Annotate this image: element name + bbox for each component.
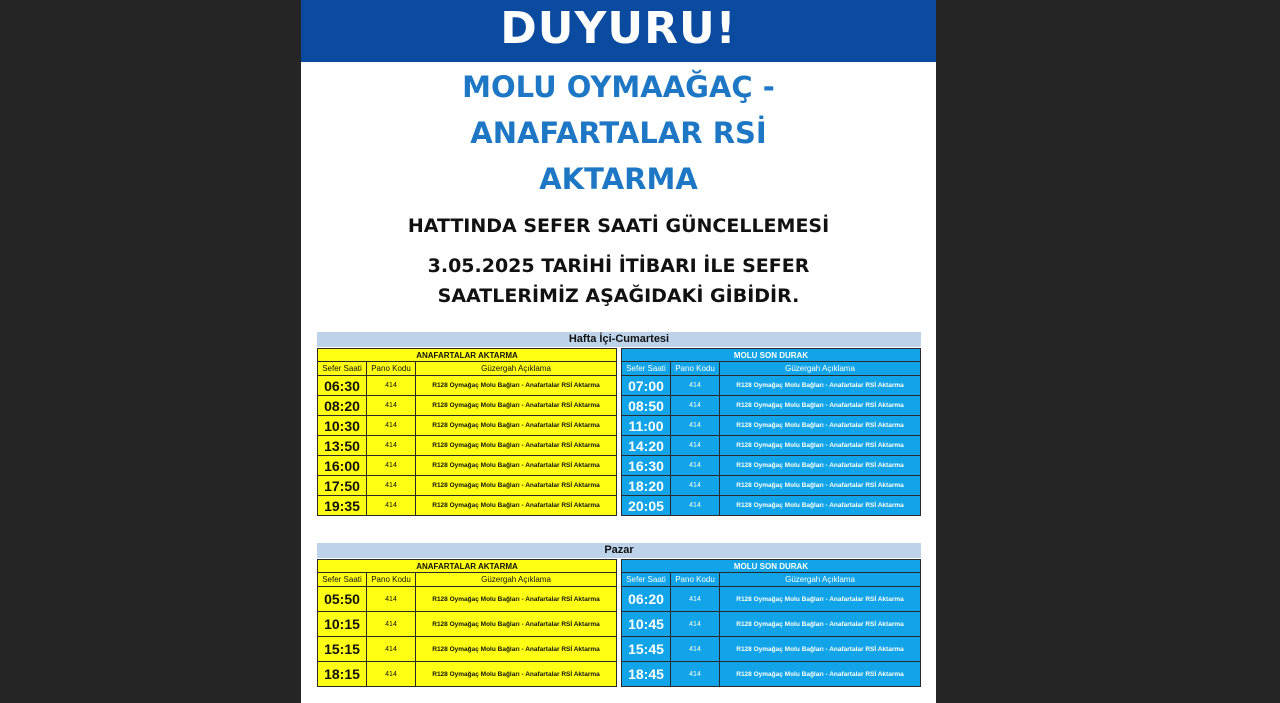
route-title-line-1: MOLU OYMAAĞAÇ - bbox=[462, 70, 775, 104]
route-description: R128 Oymağaç Molu Bağları - Anafartalar RSİ Aktarma bbox=[720, 637, 921, 662]
board-code: 414 bbox=[367, 436, 416, 456]
departure-time: 16:00 bbox=[318, 456, 367, 476]
update-subtitle: HATTINDA SEFER SAATİ GÜNCELLEMESİ bbox=[407, 215, 830, 237]
departure-time: 11:00 bbox=[622, 416, 671, 436]
route-description: R128 Oymağaç Molu Bağları - Anafartalar RSİ Aktarma bbox=[416, 396, 617, 416]
schedule-row bbox=[622, 416, 921, 436]
schedule-row bbox=[622, 436, 921, 456]
column-header-time: Sefer Saati bbox=[318, 573, 367, 587]
direction-header-row bbox=[622, 349, 921, 362]
departure-time: 19:35 bbox=[318, 496, 367, 516]
column-header-time: Sefer Saati bbox=[622, 573, 671, 587]
route-description: R128 Oymağaç Molu Bağları - Anafartalar RSİ Aktarma bbox=[720, 496, 921, 516]
schedule-row bbox=[622, 376, 921, 396]
board-code: 414 bbox=[671, 496, 720, 516]
schedule-row bbox=[318, 456, 617, 476]
column-header-row bbox=[318, 573, 617, 587]
board-code: 414 bbox=[367, 476, 416, 496]
board-code: 414 bbox=[671, 587, 720, 612]
route-description: R128 Oymağaç Molu Bağları - Anafartalar RSİ Aktarma bbox=[416, 637, 617, 662]
departure-time: 06:20 bbox=[622, 587, 671, 612]
schedule-row bbox=[622, 456, 921, 476]
board-code: 414 bbox=[367, 662, 416, 687]
direction-header: ANAFARTALAR AKTARMA bbox=[318, 560, 617, 573]
schedule-row bbox=[318, 612, 617, 637]
board-code: 414 bbox=[671, 662, 720, 687]
schedule-row bbox=[622, 476, 921, 496]
route-description: R128 Oymağaç Molu Bağları - Anafartalar RSİ Aktarma bbox=[416, 476, 617, 496]
schedule-row bbox=[318, 416, 617, 436]
route-description: R128 Oymağaç Molu Bağları - Anafartalar RSİ Aktarma bbox=[720, 612, 921, 637]
board-code: 414 bbox=[367, 456, 416, 476]
board-code: 414 bbox=[671, 456, 720, 476]
schedule-row bbox=[318, 376, 617, 396]
right-timetable bbox=[621, 348, 921, 516]
column-header-description: Güzergah Açıklama bbox=[720, 573, 921, 587]
schedule-row bbox=[622, 637, 921, 662]
column-header-time: Sefer Saati bbox=[622, 362, 671, 376]
board-code: 414 bbox=[367, 396, 416, 416]
departure-time: 15:15 bbox=[318, 637, 367, 662]
route-description: R128 Oymağaç Molu Bağları - Anafartalar RSİ Aktarma bbox=[720, 396, 921, 416]
schedule-section-title: Hafta İçi-Cumartesi bbox=[317, 332, 921, 347]
schedule-row bbox=[318, 396, 617, 416]
route-description: R128 Oymağaç Molu Bağları - Anafartalar RSİ Aktarma bbox=[416, 436, 617, 456]
departure-time: 18:15 bbox=[318, 662, 367, 687]
schedule-tables bbox=[317, 348, 921, 516]
departure-time: 16:30 bbox=[622, 456, 671, 476]
direction-header-row bbox=[318, 349, 617, 362]
schedule-row bbox=[622, 496, 921, 516]
right-timetable bbox=[621, 559, 921, 687]
departure-time: 08:20 bbox=[318, 396, 367, 416]
board-code: 414 bbox=[367, 612, 416, 637]
departure-time: 18:20 bbox=[622, 476, 671, 496]
route-description: R128 Oymağaç Molu Bağları - Anafartalar RSİ Aktarma bbox=[720, 587, 921, 612]
schedule-row bbox=[622, 612, 921, 637]
route-description: R128 Oymağaç Molu Bağları - Anafartalar RSİ Aktarma bbox=[416, 416, 617, 436]
route-title-line-2: ANAFARTALAR RSİ bbox=[470, 116, 767, 150]
schedule-row bbox=[318, 436, 617, 456]
departure-time: 10:45 bbox=[622, 612, 671, 637]
route-description: R128 Oymağaç Molu Bağları - Anafartalar RSİ Aktarma bbox=[416, 456, 617, 476]
departure-time: 13:50 bbox=[318, 436, 367, 456]
departure-time: 10:30 bbox=[318, 416, 367, 436]
schedule-row bbox=[318, 496, 617, 516]
column-header-code: Pano Kodu bbox=[367, 573, 416, 587]
departure-time: 10:15 bbox=[318, 612, 367, 637]
board-code: 414 bbox=[671, 612, 720, 637]
route-description: R128 Oymağaç Molu Bağları - Anafartalar RSİ Aktarma bbox=[416, 612, 617, 637]
board-code: 414 bbox=[671, 637, 720, 662]
departure-time: 07:00 bbox=[622, 376, 671, 396]
announcement-banner: DUYURU! bbox=[301, 0, 936, 62]
column-header-time: Sefer Saati bbox=[318, 362, 367, 376]
board-code: 414 bbox=[671, 376, 720, 396]
route-description: R128 Oymağaç Molu Bağları - Anafartalar RSİ Aktarma bbox=[416, 587, 617, 612]
direction-header: MOLU SON DURAK bbox=[622, 560, 921, 573]
board-code: 414 bbox=[367, 496, 416, 516]
departure-time: 08:50 bbox=[622, 396, 671, 416]
left-timetable bbox=[317, 348, 617, 516]
weekday-schedule bbox=[317, 332, 921, 516]
route-description: R128 Oymağaç Molu Bağları - Anafartalar RSİ Aktarma bbox=[720, 662, 921, 687]
route-description: R128 Oymağaç Molu Bağları - Anafartalar RSİ Aktarma bbox=[720, 416, 921, 436]
departure-time: 17:50 bbox=[318, 476, 367, 496]
route-description: R128 Oymağaç Molu Bağları - Anafartalar RSİ Aktarma bbox=[416, 376, 617, 396]
column-header-row bbox=[318, 362, 617, 376]
departure-time: 20:05 bbox=[622, 496, 671, 516]
schedule-row bbox=[622, 662, 921, 687]
schedule-row bbox=[318, 637, 617, 662]
schedule-row bbox=[318, 587, 617, 612]
direction-header: MOLU SON DURAK bbox=[622, 349, 921, 362]
board-code: 414 bbox=[671, 436, 720, 456]
notice-line-1: 3.05.2025 TARİHİ İTİBARI İLE SEFER bbox=[427, 255, 810, 277]
departure-time: 15:45 bbox=[622, 637, 671, 662]
schedule-section-title: Pazar bbox=[317, 543, 921, 558]
route-description: R128 Oymağaç Molu Bağları - Anafartalar RSİ Aktarma bbox=[720, 376, 921, 396]
schedule-row bbox=[318, 476, 617, 496]
board-code: 414 bbox=[367, 416, 416, 436]
board-code: 414 bbox=[367, 376, 416, 396]
column-header-code: Pano Kodu bbox=[671, 573, 720, 587]
route-description: R128 Oymağaç Molu Bağları - Anafartalar RSİ Aktarma bbox=[720, 436, 921, 456]
board-code: 414 bbox=[367, 637, 416, 662]
left-timetable bbox=[317, 559, 617, 687]
column-header-row bbox=[622, 362, 921, 376]
sunday-schedule bbox=[317, 543, 921, 687]
column-header-description: Güzergah Açıklama bbox=[416, 362, 617, 376]
route-title-line-3: AKTARMA bbox=[539, 162, 698, 196]
board-code: 414 bbox=[671, 416, 720, 436]
departure-time: 18:45 bbox=[622, 662, 671, 687]
board-code: 414 bbox=[367, 587, 416, 612]
notice-line-2: SAATLERİMİZ AŞAĞIDAKİ GİBİDİR. bbox=[437, 285, 800, 307]
schedule-tables bbox=[317, 559, 921, 687]
board-code: 414 bbox=[671, 476, 720, 496]
departure-time: 14:20 bbox=[622, 436, 671, 456]
route-description: R128 Oymağaç Molu Bağları - Anafartalar RSİ Aktarma bbox=[720, 476, 921, 496]
direction-header-row bbox=[318, 560, 617, 573]
schedule-row bbox=[622, 396, 921, 416]
direction-header-row bbox=[622, 560, 921, 573]
departure-time: 05:50 bbox=[318, 587, 367, 612]
route-description: R128 Oymağaç Molu Bağları - Anafartalar RSİ Aktarma bbox=[720, 456, 921, 476]
column-header-description: Güzergah Açıklama bbox=[720, 362, 921, 376]
column-header-row bbox=[622, 573, 921, 587]
departure-time: 06:30 bbox=[318, 376, 367, 396]
column-header-code: Pano Kodu bbox=[367, 362, 416, 376]
route-description: R128 Oymağaç Molu Bağları - Anafartalar RSİ Aktarma bbox=[416, 662, 617, 687]
board-code: 414 bbox=[671, 396, 720, 416]
column-header-code: Pano Kodu bbox=[671, 362, 720, 376]
route-description: R128 Oymağaç Molu Bağları - Anafartalar RSİ Aktarma bbox=[416, 496, 617, 516]
schedule-row bbox=[318, 662, 617, 687]
direction-header: ANAFARTALAR AKTARMA bbox=[318, 349, 617, 362]
announcement-page bbox=[301, 0, 936, 703]
column-header-description: Güzergah Açıklama bbox=[416, 573, 617, 587]
schedule-row bbox=[622, 587, 921, 612]
